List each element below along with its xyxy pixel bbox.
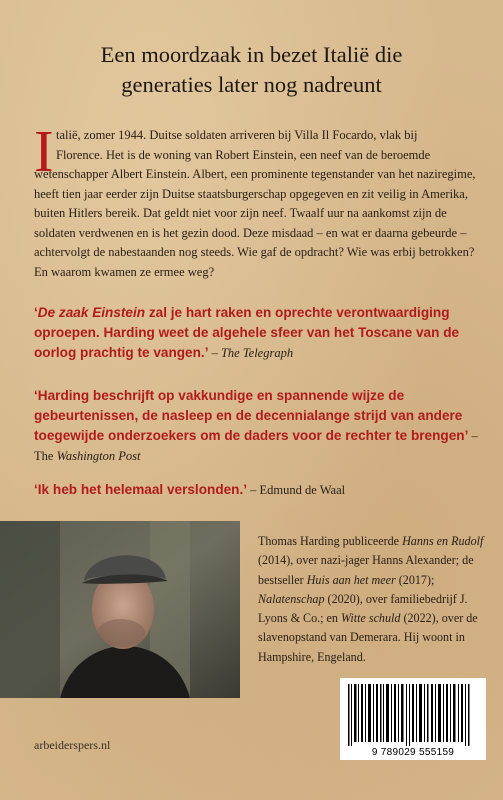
headline-line-1: Een moordzaak in bezet Italië die — [100, 42, 403, 67]
intro-body: wetenschapper Albert Einstein. Albert, een prominente tegenstander van het naziregime, heeft tien jaar eerder zijn Duitse staatsburgerschap opgegeven en zit veilig in Amerika, buiten Hitlers bereik. Dat geldt niet voor zijn neef. Twaalf uur na aankomst zijn de soldaten verdwenen en is het gezin dood. Deze misdaad – en wat er daarna gebeurde – achtervolgt de nabestaanden nog steeds. Wie gaf de opdracht? Wie was erbij betrokken? En waarom kwamen ze ermee weg? — [34, 167, 476, 279]
bio-text: (2020), over familiebedrijf J. Lyons & Co.; en — [258, 591, 468, 626]
quote-separator: – The — [34, 429, 478, 463]
quote-source: Washington Post — [56, 449, 141, 463]
bio-book-title: Nalatenschap — [258, 591, 325, 606]
quote-book-title: De zaak Einstein — [37, 305, 146, 320]
quote-text: zal je hart raken en oprechte verontwaardiging oproepen. Harding weet de algehele sfeer van het Toscane van de oorlog prachtig te vangen.’ — [34, 305, 460, 360]
bio-text: Thomas Harding publiceerde — [258, 534, 403, 548]
quote-source: The Telegraph — [220, 346, 294, 360]
quote-text: ‘Harding beschrijft op vakkundige en spannende wijze de gebeurtenissen, de nasleep en de decennialange strijd van andere toegewijde onderzoekers om de daders voor de rechter te brengen’ — [34, 388, 469, 443]
bio-text: (2022), over de slavenopstand van Demerara. Hij woont in Hampshire, Engeland. — [258, 611, 478, 664]
author-photo — [0, 521, 240, 698]
quote-open-mark: ‘ — [34, 305, 38, 320]
bio-book-title: Hanns en Rudolf — [402, 534, 484, 548]
author-portrait-illustration — [0, 521, 240, 698]
bio-text: (2014), over nazi-jager Hanns Alexander; de bestseller — [258, 553, 474, 587]
drop-cap: I — [34, 118, 54, 184]
author-bio — [258, 532, 490, 667]
bio-text: (2017); — [395, 572, 435, 587]
isbn-number: 9 789029 555159 — [371, 747, 455, 758]
quote-separator: – — [208, 346, 221, 360]
publisher-website: arbeiderspers.nl — [34, 738, 111, 752]
quote-text: ‘Ik heb het helemaal verslonden.’ — [34, 482, 248, 497]
back-cover-headline — [20, 40, 483, 100]
intro-line-2: Florence. Het is de woning van Robert Einstein, een neef van de beroemde — [56, 147, 431, 162]
bio-book-title: Witte schuld — [340, 611, 401, 626]
quote-source: – Edmund de Waal — [247, 483, 346, 497]
review-quote-washington-post — [34, 386, 479, 466]
review-quote-telegraph — [34, 303, 479, 363]
isbn-barcode — [340, 678, 486, 760]
bio-book-title: Huis aan het meer — [306, 572, 396, 587]
review-quote-de-waal — [34, 480, 479, 500]
intro-line-1: talië, zomer 1944. Duitse soldaten arriveren bij Villa Il Focardo, vlak bij — [56, 128, 418, 142]
headline-line-2: generaties later nog nadreunt — [121, 72, 382, 97]
intro-paragraph — [34, 118, 479, 282]
